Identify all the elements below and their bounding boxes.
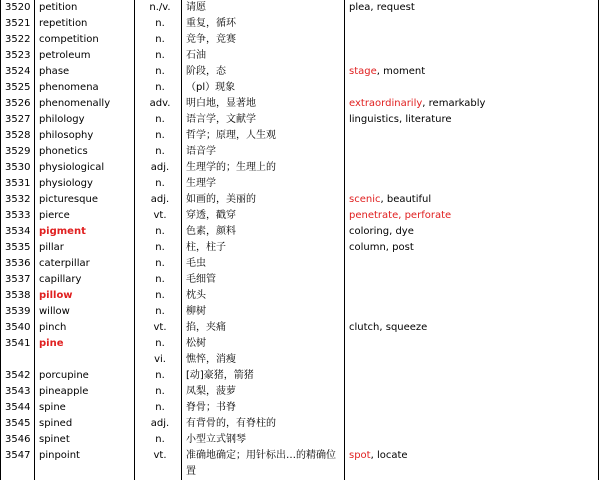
table-row bbox=[1, 416, 600, 432]
synonyms bbox=[345, 16, 600, 32]
part-of-speech: adj. bbox=[135, 192, 182, 208]
table-row bbox=[1, 208, 600, 224]
chinese-definition: 毛细管 bbox=[182, 272, 345, 288]
entry-number bbox=[1, 352, 35, 368]
entry-number: 3525 bbox=[1, 80, 35, 96]
synonyms bbox=[345, 208, 600, 224]
synonyms bbox=[345, 80, 600, 96]
synonyms bbox=[345, 336, 600, 352]
part-of-speech: n. bbox=[135, 432, 182, 448]
table-row bbox=[1, 432, 600, 448]
table-row bbox=[1, 144, 600, 160]
headword: spinet bbox=[35, 432, 135, 448]
part-of-speech: n./v. bbox=[135, 0, 182, 16]
chinese-definition: 生理学的；生理上的 bbox=[182, 160, 345, 176]
part-of-speech: n. bbox=[135, 80, 182, 96]
entry-number: 3526 bbox=[1, 96, 35, 112]
headword: pinch bbox=[35, 320, 135, 336]
synonyms bbox=[345, 0, 600, 16]
part-of-speech: n. bbox=[135, 224, 182, 240]
chinese-definition: 明白地，显著地 bbox=[182, 96, 345, 112]
headword bbox=[35, 352, 135, 368]
headword: pineapple bbox=[35, 384, 135, 400]
entry-number: 3528 bbox=[1, 128, 35, 144]
part-of-speech: n. bbox=[135, 336, 182, 352]
table-row bbox=[1, 256, 600, 272]
synonyms bbox=[345, 320, 600, 336]
chinese-definition: 语言学，文献学 bbox=[182, 112, 345, 128]
headword: spine bbox=[35, 400, 135, 416]
entry-number: 3531 bbox=[1, 176, 35, 192]
part-of-speech: n. bbox=[135, 128, 182, 144]
synonyms bbox=[345, 384, 600, 400]
table-row bbox=[1, 160, 600, 176]
entry-number: 3543 bbox=[1, 384, 35, 400]
chinese-definition: 毛虫 bbox=[182, 256, 345, 272]
table-row bbox=[1, 368, 600, 384]
synonym-text: , locate bbox=[370, 450, 408, 461]
part-of-speech: adj. bbox=[135, 160, 182, 176]
entry-number: 3540 bbox=[1, 320, 35, 336]
entry-number: 3535 bbox=[1, 240, 35, 256]
chinese-definition: 憔悴，消瘦 bbox=[182, 352, 345, 368]
table-row bbox=[1, 400, 600, 416]
part-of-speech: vi. bbox=[135, 352, 182, 368]
chinese-definition: 如画的，美丽的 bbox=[182, 192, 345, 208]
chinese-definition: 脊骨；书脊 bbox=[182, 400, 345, 416]
synonyms bbox=[345, 432, 600, 448]
chinese-definition: 色素，颜料 bbox=[182, 224, 345, 240]
table-row bbox=[1, 32, 600, 48]
synonyms bbox=[345, 48, 600, 64]
chinese-definition: 凤梨，菠萝 bbox=[182, 384, 345, 400]
synonyms bbox=[345, 256, 600, 272]
entry-number: 3544 bbox=[1, 400, 35, 416]
chinese-definition: 有背骨的，有脊柱的 bbox=[182, 416, 345, 432]
chinese-definition: 柳树 bbox=[182, 304, 345, 320]
headword: pigment bbox=[35, 224, 135, 240]
synonyms bbox=[345, 160, 600, 176]
entry-number: 3521 bbox=[1, 16, 35, 32]
synonyms bbox=[345, 224, 600, 240]
synonyms bbox=[345, 272, 600, 288]
entry-number: 3539 bbox=[1, 304, 35, 320]
part-of-speech: vt. bbox=[135, 320, 182, 336]
synonyms bbox=[345, 176, 600, 192]
table-row bbox=[1, 304, 600, 320]
synonyms bbox=[345, 64, 600, 80]
chinese-definition: 重复，循环 bbox=[182, 16, 345, 32]
part-of-speech: n. bbox=[135, 400, 182, 416]
synonym-text: coloring, dye bbox=[349, 226, 414, 237]
table-row bbox=[1, 48, 600, 64]
table-row bbox=[1, 80, 600, 96]
part-of-speech: vt. bbox=[135, 448, 182, 480]
table-row bbox=[1, 64, 600, 80]
synonym-text: column, post bbox=[349, 242, 414, 253]
headword: porcupine bbox=[35, 368, 135, 384]
part-of-speech: adj. bbox=[135, 416, 182, 432]
entry-number: 3530 bbox=[1, 160, 35, 176]
synonyms bbox=[345, 448, 600, 480]
entry-number: 3542 bbox=[1, 368, 35, 384]
part-of-speech: n. bbox=[135, 16, 182, 32]
headword: petroleum bbox=[35, 48, 135, 64]
part-of-speech: n. bbox=[135, 176, 182, 192]
table-row bbox=[1, 192, 600, 208]
table-row bbox=[1, 16, 600, 32]
entry-number: 3534 bbox=[1, 224, 35, 240]
headword: pillow bbox=[35, 288, 135, 304]
synonyms bbox=[345, 96, 600, 112]
headword: repetition bbox=[35, 16, 135, 32]
entry-number: 3524 bbox=[1, 64, 35, 80]
entry-number: 3520 bbox=[1, 0, 35, 16]
headword: picturesque bbox=[35, 192, 135, 208]
part-of-speech: n. bbox=[135, 48, 182, 64]
synonym-text: extraordinarily bbox=[349, 98, 423, 109]
synonyms bbox=[345, 192, 600, 208]
headword: phonetics bbox=[35, 144, 135, 160]
headword: willow bbox=[35, 304, 135, 320]
entry-number: 3532 bbox=[1, 192, 35, 208]
table-row bbox=[1, 0, 600, 16]
table-row bbox=[1, 336, 600, 352]
chinese-definition: 语音学 bbox=[182, 144, 345, 160]
headword: pierce bbox=[35, 208, 135, 224]
chinese-definition: 准确地确定；用针标出…的精确位置 bbox=[182, 448, 345, 480]
part-of-speech: n. bbox=[135, 144, 182, 160]
chinese-definition: 枕头 bbox=[182, 288, 345, 304]
part-of-speech: n. bbox=[135, 32, 182, 48]
headword: physiology bbox=[35, 176, 135, 192]
synonyms bbox=[345, 240, 600, 256]
entry-number: 3529 bbox=[1, 144, 35, 160]
entry-number: 3537 bbox=[1, 272, 35, 288]
entry-number: 3538 bbox=[1, 288, 35, 304]
part-of-speech: n. bbox=[135, 256, 182, 272]
part-of-speech: n. bbox=[135, 368, 182, 384]
chinese-definition: 请愿 bbox=[182, 0, 345, 16]
entry-number: 3527 bbox=[1, 112, 35, 128]
entry-number: 3523 bbox=[1, 48, 35, 64]
entry-number: 3546 bbox=[1, 432, 35, 448]
headword: petition bbox=[35, 0, 135, 16]
chinese-definition: 松树 bbox=[182, 336, 345, 352]
headword: philosophy bbox=[35, 128, 135, 144]
table-row bbox=[1, 96, 600, 112]
headword: physiological bbox=[35, 160, 135, 176]
part-of-speech: n. bbox=[135, 272, 182, 288]
chinese-definition: 生理学 bbox=[182, 176, 345, 192]
synonym-text: scenic bbox=[349, 194, 381, 205]
vocabulary-table-body bbox=[1, 0, 600, 480]
part-of-speech: adv. bbox=[135, 96, 182, 112]
chinese-definition: [动]豪猪，箭猪 bbox=[182, 368, 345, 384]
chinese-definition: 石油 bbox=[182, 48, 345, 64]
part-of-speech: n. bbox=[135, 64, 182, 80]
synonym-text: , beautiful bbox=[380, 194, 432, 205]
entry-number: 3533 bbox=[1, 208, 35, 224]
table-row bbox=[1, 288, 600, 304]
chinese-definition: （pl）现象 bbox=[182, 80, 345, 96]
entry-number: 3547 bbox=[1, 448, 35, 480]
headword: philology bbox=[35, 112, 135, 128]
entry-number: 3536 bbox=[1, 256, 35, 272]
headword: phase bbox=[35, 64, 135, 80]
chinese-definition: 掐，夹痛 bbox=[182, 320, 345, 336]
synonyms bbox=[345, 352, 600, 368]
chinese-definition: 穿透，戳穿 bbox=[182, 208, 345, 224]
table-right-border bbox=[598, 0, 599, 480]
table-row bbox=[1, 320, 600, 336]
chinese-definition: 小型立式钢琴 bbox=[182, 432, 345, 448]
headword: spined bbox=[35, 416, 135, 432]
synonym-text: , moment bbox=[376, 66, 426, 77]
part-of-speech: n. bbox=[135, 112, 182, 128]
table-row bbox=[1, 176, 600, 192]
table-row bbox=[1, 384, 600, 400]
table-row bbox=[1, 224, 600, 240]
table-row bbox=[1, 128, 600, 144]
headword: phenomenally bbox=[35, 96, 135, 112]
synonym-text: plea, request bbox=[349, 2, 415, 13]
synonym-text: linguistics, literature bbox=[349, 114, 452, 125]
part-of-speech: n. bbox=[135, 240, 182, 256]
table-row bbox=[1, 112, 600, 128]
part-of-speech: n. bbox=[135, 384, 182, 400]
synonyms bbox=[345, 128, 600, 144]
table-row bbox=[1, 272, 600, 288]
synonyms bbox=[345, 416, 600, 432]
headword: pine bbox=[35, 336, 135, 352]
synonyms bbox=[345, 112, 600, 128]
chinese-definition: 哲学；原理，人生观 bbox=[182, 128, 345, 144]
synonym-text: stage bbox=[349, 66, 377, 77]
synonyms bbox=[345, 144, 600, 160]
part-of-speech: n. bbox=[135, 304, 182, 320]
entry-number: 3545 bbox=[1, 416, 35, 432]
headword: caterpillar bbox=[35, 256, 135, 272]
table-row bbox=[1, 240, 600, 256]
synonyms bbox=[345, 32, 600, 48]
synonyms bbox=[345, 304, 600, 320]
synonyms bbox=[345, 368, 600, 384]
entry-number: 3522 bbox=[1, 32, 35, 48]
synonym-text: spot bbox=[349, 450, 371, 461]
chinese-definition: 竞争，竞赛 bbox=[182, 32, 345, 48]
synonym-text: penetrate, perforate bbox=[349, 210, 452, 221]
headword: pillar bbox=[35, 240, 135, 256]
chinese-definition: 柱，柱子 bbox=[182, 240, 345, 256]
table-row bbox=[1, 352, 600, 368]
synonyms bbox=[345, 288, 600, 304]
headword: pinpoint bbox=[35, 448, 135, 480]
synonyms bbox=[345, 400, 600, 416]
headword: capillary bbox=[35, 272, 135, 288]
headword: competition bbox=[35, 32, 135, 48]
entry-number: 3541 bbox=[1, 336, 35, 352]
synonym-text: clutch, squeeze bbox=[349, 322, 428, 333]
table-row bbox=[1, 448, 600, 480]
part-of-speech: vt. bbox=[135, 208, 182, 224]
chinese-definition: 阶段，态 bbox=[182, 64, 345, 80]
part-of-speech: n. bbox=[135, 288, 182, 304]
synonym-text: , remarkably bbox=[422, 98, 486, 109]
headword: phenomena bbox=[35, 80, 135, 96]
